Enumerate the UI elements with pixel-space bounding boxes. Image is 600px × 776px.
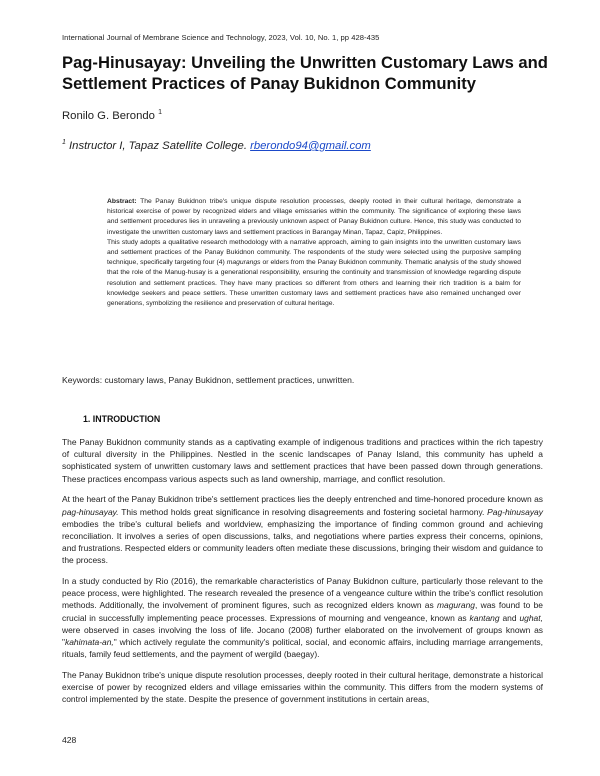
body-paragraph-3 [62,575,543,660]
p3-term-magurang: magurang [436,600,475,611]
body-text [62,436,543,714]
p3-text-b: , was found to be crucial in successfully implementing peace processes. Expressions of mourning and vengeance, known as [62,600,543,623]
p3-text-d: were observed in cases involving the loss of life. Jocano (2008) further elaborated on the involvement of groups known as " [62,624,543,648]
p3-text-c: and [502,612,517,623]
affiliation-line [62,139,371,152]
section-heading-introduction: 1. INTRODUCTION [83,414,161,424]
body-paragraph-2 [62,493,543,566]
abstract-text-1: The Panay Bukidnon tribe's unique dispute resolution processes, deeply rooted in their cultural heritage, demonstrate a historical exercise of power by recognized elders and village emissaries within the community. The significance of exploring these laws and settlement procedures lies in unraveling a previously unknown aspect of Panay Bukidnon culture. Hence, this study was conducted to investigate the unwritten customary laws and settlement practices in Barangay Minan, Tapaz, Capiz, Philippines. [107,198,521,236]
abstract-paragraph-1 [107,197,521,238]
p2-term-pag-hinusayay-2: Pag-hinusayay [487,506,543,517]
running-header: International Journal of Membrane Science and Technology, 2023, Vol. 10, No. 1, pp 428-435 [62,33,380,42]
p3-term-ughat: ughat, [519,612,543,623]
p3-term-kahimata-an: kahimata-an, [65,637,114,648]
body-paragraph-1: The Panay Bukidnon community stands as a captivating example of indigenous traditions and practices within the rich tapestry of cultural diversity in the Philippines. Nestled in the scenic landscapes of Panay Island, this community has upheld a sophisticated system of unwritten customary laws and settlement practices that have been passed down through generations. These practices encompass various aspects such as land ownership, marriage, and conflict resolution. [62,437,543,484]
p3-text-a: In a study conducted by Rio (2016), the remarkable characteristics of Panay Bukidnon culture, particularly those relevant to the peace process, were highlighted. The research revealed the presence of a vengeance culture within the tribe's conflict resolution methods. Additionally, the involvement of prominent figures, such as recognized elders known as [62,576,543,611]
p2-term-pag-hinusayay: pag-hinusayay. [62,506,119,517]
p2-text-c: embodies the tribe's cultural beliefs and worldview, emphasizing the importance of finding common ground and achieving reconciliation. It involves a series of open discussions, talks, and negotiations where parties express their concerns, opinions, and frustrations. Respected elders or community leaders often mediate these discussions, bringing their wisdom and guidance to the process. [62,518,543,566]
keywords-line: Keywords: customary laws, Panay Bukidnon, settlement practices, unwritten. [62,375,355,385]
author-email-link[interactable]: rberondo94@gmail.com [250,139,371,152]
abstract-paragraph-2 [107,238,521,309]
p2-text-b: This method holds great significance in resolving disagreements and fostering societal harmony. [121,506,485,517]
abstract-block [107,197,521,309]
author-marker: 1 [158,109,162,116]
affiliation-marker: 1 [62,139,66,146]
abstract-text-2a: This study adopts a qualitative research methodology with a narrative approach, aiming to gain insights into the unwritten customary laws and settlement practices of the Panay Bukidnon community. The respondents of the study were selected using the purposive sampling technique, specifically targeting four (4) [107,238,521,267]
abstract-text-2b: or elders from the Panay Bukidnon community. Thematic analysis of the study showed that the role of the Manug-husay is a generational responsibility, ensuring the continuity and transmission of knowledge regarding dispute resolution and settlement practices. They have many practices so different from others and learning their rich tradition is a balm for knowledge seekers and peace settlers. These unwritten customary laws and settlement practices have also remained unchanged over generations, symbolizing the resilience and preservation of cultural heritage. [107,259,521,308]
page-number: 428 [62,735,77,745]
p3-term-kantang: kantang [469,612,500,623]
affiliation-text: Instructor I, Tapaz Satellite College. [69,139,247,152]
p2-text-a: At the heart of the Panay Bukidnon tribe's settlement practices lies the deeply entrenched and time-honored procedure known as [62,494,543,505]
abstract-label: Abstract: [107,198,137,205]
author-name: Ronilo G. Berondo [62,109,155,122]
paper-title: Pag-Hinusayay: Unveiling the Unwritten Customary Laws and Settlement Practices of Panay Bukidnon Community [62,53,548,93]
body-paragraph-4: The Panay Bukidnon tribe's unique dispute resolution processes, deeply rooted in their cultural heritage, demonstrate a historical exercise of power by recognized elders and village emissaries within the community. This differs from the modern systems of control implemented by the state. Despite the presence of government institutions in certain areas, [62,669,543,705]
author-line [62,109,162,122]
p3-text-e: " which actively regulate the community's political, social, and economic affairs, including marriage arrangements, rituals, family feud settlements, and the payment of wergild (baegay). [62,637,543,660]
abstract-term-magurangs: magurangs [226,259,261,267]
